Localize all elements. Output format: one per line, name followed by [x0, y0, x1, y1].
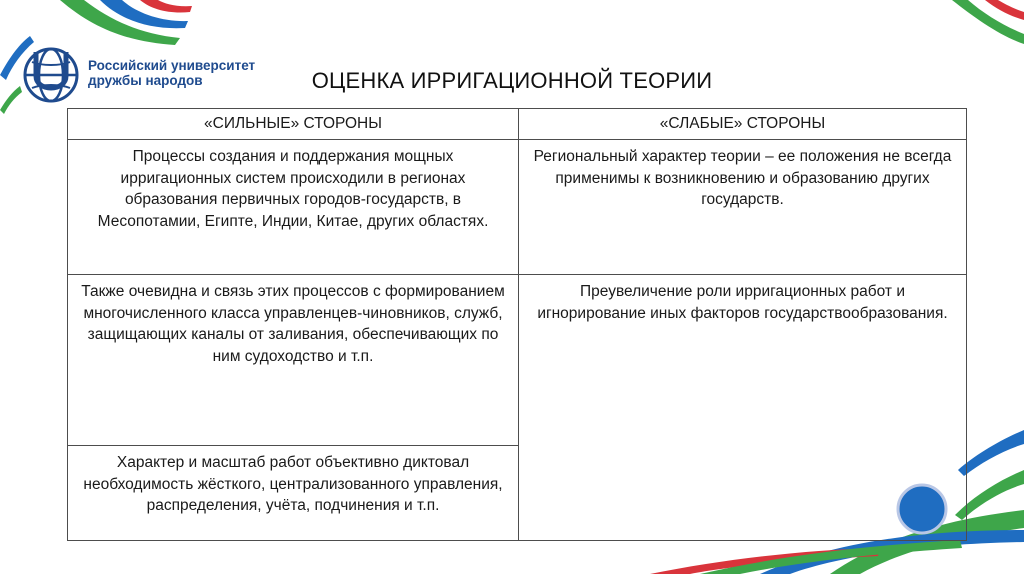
strength-cell: Процессы создания и поддержания мощных ирригационных систем происходили в регионах образования первичных городов-государств, в Месопотамии, Египте, Индии, Китае, других областях. — [68, 140, 519, 275]
bottom-right-red-swoosh — [650, 548, 880, 574]
table-header-row — [68, 109, 967, 140]
top-right-green-swoosh — [952, 0, 1024, 44]
top-left-green-swoosh — [60, 0, 180, 45]
top-right-red-swoosh — [985, 0, 1024, 20]
strength-cell: Характер и масштаб работ объективно диктовал необходимость жёсткого, централизованного управления, распределения, учёта, подчинения и т.п. — [68, 446, 519, 541]
table-row — [68, 275, 967, 446]
bottom-right-side-blue — [958, 430, 1024, 476]
comparison-table — [67, 108, 967, 541]
university-name-line1: Российский университет — [88, 58, 256, 73]
strengths-header: «СИЛЬНЫЕ» СТОРОНЫ — [68, 109, 519, 140]
weakness-cell: Преувеличение роли ирригационных работ и игнорирование иных факторов государствообразования. — [519, 275, 967, 541]
top-left-red-swoosh — [140, 0, 192, 13]
university-name-line2: дружбы народов — [88, 73, 203, 88]
bottom-right-green-sweep — [700, 540, 962, 574]
table-row — [68, 140, 967, 275]
strength-cell: Также очевидна и связь этих процессов с формированием многочисленного класса управленцев-чиновников, служб, защищающих каналы от заливания, обеспечивающих по ним судоходство и т.п. — [68, 275, 519, 446]
weaknesses-header: «СЛАБЫЕ» СТОРОНЫ — [519, 109, 967, 140]
slide-title: ОЦЕНКА ИРРИГАЦИОННОЙ ТЕОРИИ — [311, 68, 713, 93]
weakness-cell: Региональный характер теории – ее положения не всегда применимы к возникновению и образованию других государств. — [519, 140, 967, 275]
top-left-blue-swoosh — [100, 0, 188, 28]
